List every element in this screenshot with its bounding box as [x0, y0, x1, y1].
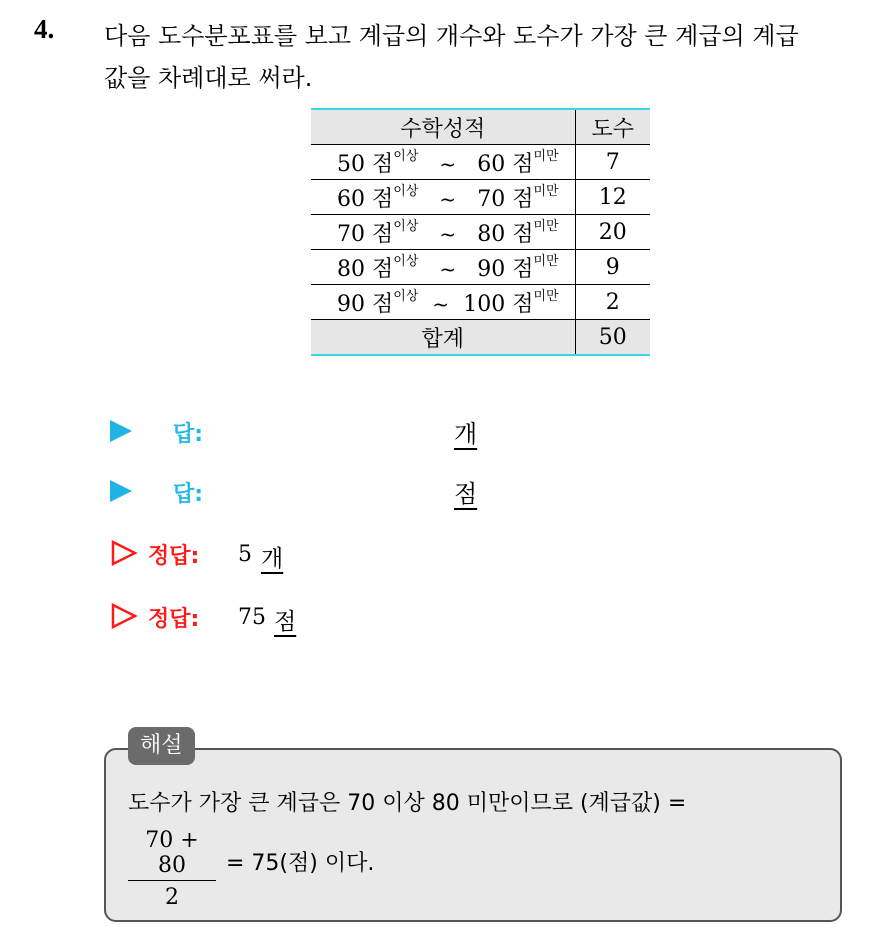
question-number: 4. — [34, 14, 55, 44]
below-label: 미만 — [533, 184, 559, 200]
tilde: ~ — [439, 221, 457, 246]
above-label: 이상 — [393, 254, 419, 270]
row-high: 70 — [477, 186, 506, 212]
tilde: ~ — [439, 186, 457, 211]
row-low: 60 — [337, 186, 365, 212]
below-label: 미만 — [533, 254, 559, 270]
table-row — [311, 145, 650, 180]
header-frequency: 도수 — [575, 109, 650, 145]
answer-unit-1[interactable]: 개 — [454, 420, 478, 448]
correct-unit-1: 개 — [261, 546, 284, 572]
explanation-fraction — [128, 828, 216, 910]
answer-arrow-icon — [110, 480, 132, 502]
unit-text: 점 — [372, 186, 394, 212]
below-label: 미만 — [533, 289, 559, 305]
header-score: 수학성적 — [311, 109, 575, 145]
row-low: 50 — [337, 151, 365, 177]
row-high: 90 — [477, 256, 506, 282]
row-low: 90 — [337, 291, 365, 317]
correct-label-2: 정답: — [148, 607, 200, 632]
above-label: 이상 — [393, 219, 419, 235]
row-high: 60 — [477, 151, 506, 177]
table-row — [311, 180, 650, 215]
answer-label-2: 답: — [173, 482, 204, 507]
row-frequency: 7 — [575, 145, 650, 180]
frequency-table — [311, 108, 650, 356]
question-text-line-1: 다음 도수분포표를 보고 계급의 개수와 도수가 가장 큰 계급의 계급 — [104, 22, 799, 50]
table-row — [311, 285, 650, 320]
fraction-denominator: 2 — [165, 885, 179, 910]
unit-text: 점 — [372, 256, 394, 282]
table-header-row — [311, 109, 650, 145]
table-row — [311, 250, 650, 285]
unit-text: 점 — [512, 151, 534, 177]
fraction-numerator: 70 + 80 — [128, 828, 216, 881]
total-label: 합계 — [311, 320, 575, 356]
unit-text: 점 — [512, 256, 534, 282]
row-frequency: 20 — [575, 215, 650, 250]
explanation-tag: 해설 — [128, 727, 195, 765]
explanation-line-2: = 75(점) 이다. — [226, 851, 375, 876]
row-low: 80 — [337, 256, 365, 282]
row-low: 70 — [337, 221, 365, 247]
correct-value-2: 75 — [238, 605, 266, 630]
table-row — [311, 215, 650, 250]
answer-arrow-icon — [110, 420, 132, 442]
correct-arrow-icon — [110, 603, 138, 629]
correct-value-1: 5 — [238, 542, 252, 567]
question-text-line-2: 값을 차례대로 써라. — [104, 64, 313, 92]
tilde: ~ — [439, 256, 457, 281]
row-frequency: 2 — [575, 285, 650, 320]
above-label: 이상 — [393, 184, 419, 200]
above-label: 이상 — [393, 289, 419, 305]
answer-unit-2[interactable]: 점 — [454, 480, 478, 508]
above-label: 이상 — [393, 149, 419, 165]
row-frequency: 12 — [575, 180, 650, 215]
tilde: ~ — [432, 291, 450, 316]
below-label: 미만 — [533, 149, 559, 165]
row-high: 100 — [463, 291, 506, 317]
total-value: 50 — [575, 320, 650, 356]
unit-text: 점 — [512, 291, 534, 317]
explanation-line-1: 도수가 가장 큰 계급은 70 이상 80 미만이므로 (계급값) = — [128, 791, 687, 816]
unit-text: 점 — [372, 221, 394, 247]
unit-text: 점 — [512, 186, 534, 212]
answer-label-1: 답: — [173, 422, 204, 447]
correct-arrow-icon — [110, 540, 138, 566]
tilde: ~ — [439, 151, 457, 176]
unit-text: 점 — [372, 291, 394, 317]
row-high: 80 — [477, 221, 506, 247]
unit-text: 점 — [512, 221, 534, 247]
correct-unit-2: 점 — [274, 609, 297, 635]
correct-label-1: 정답: — [148, 544, 200, 569]
below-label: 미만 — [533, 219, 559, 235]
table-total-row — [311, 320, 650, 356]
row-frequency: 9 — [575, 250, 650, 285]
unit-text: 점 — [372, 151, 394, 177]
